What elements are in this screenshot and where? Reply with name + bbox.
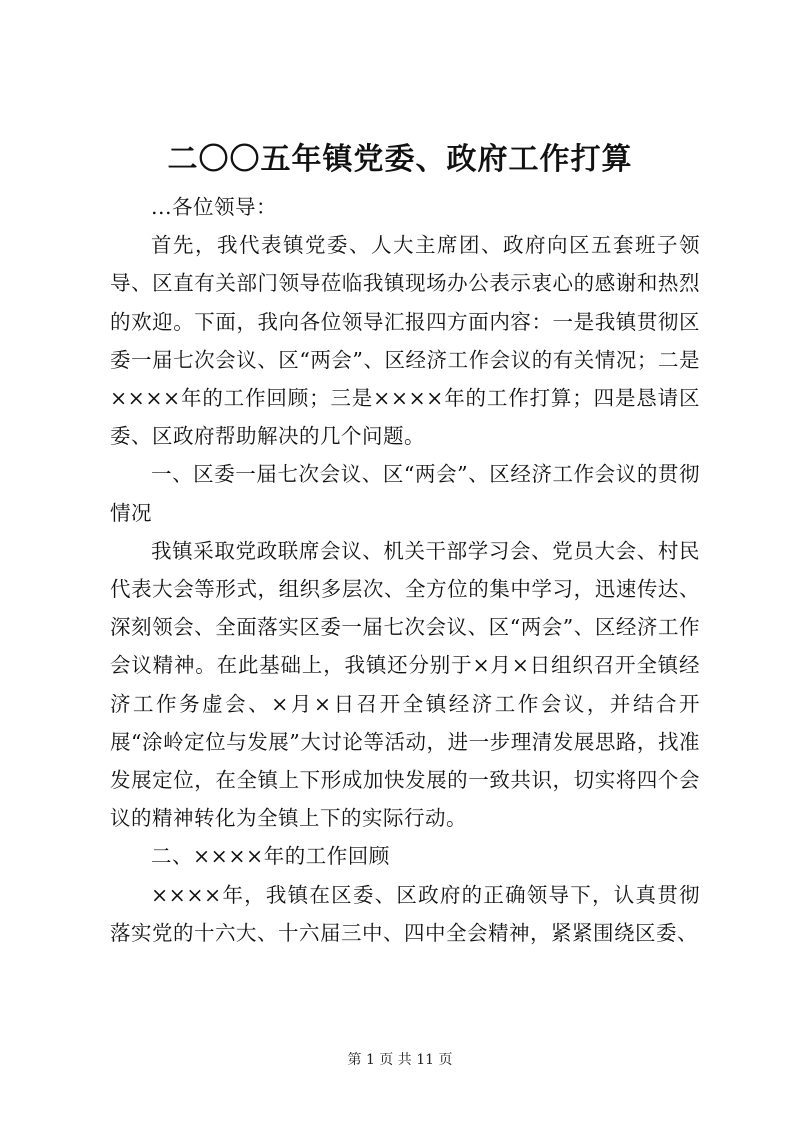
section-heading-1: 一、区委一届七次会议、区“两会”、区经济工作会议的贯彻情况 bbox=[110, 462, 700, 525]
salutation-paragraph: ...各位领导： bbox=[151, 195, 278, 219]
section-2-paragraph: ××××年，我镇在区委、区政府的正确领导下，认真贯彻落实党的十六大、十六届三中、四中全会精神，紧紧围绕区委、 bbox=[110, 882, 700, 945]
page-footer: 第 1 页 共 11 页 bbox=[347, 1052, 453, 1068]
intro-paragraph: 首先，我代表镇党委、人大主席团、政府向区五套班子领导、区直有关部门领导莅临我镇现场办公表示衷心的感谢和热烈的欢迎。下面，我向各位领导汇报四方面内容：一是我镇贯彻区委一届七次会议、区“两会”、区经济工作会议的有关情况；二是××××年的工作回顾；三是××××年的工作打算；四是恳请区委、区政府帮助解决的几个问题。 bbox=[110, 233, 700, 449]
section-1-paragraph: 我镇采取党政联席会议、机关干部学习会、党员大会、村民代表大会等形式，组织多层次、全方位的集中学习，迅速传达、深刻领会、全面落实区委一届七次会议、区“两会”、区经济工作会议精神。在此基础上，我镇还分别于×月×日组织召开全镇经济工作务虚会、×月×日召开全镇经济工作会议，并结合开展“涂岭定位与发展”大讨论等活动，进一步理清发展思路，找准发展定位，在全镇上下形成加快发展的一致共识，切实将四个会议的精神转化为全镇上下的实际行动。 bbox=[110, 538, 700, 831]
document-body bbox=[110, 188, 700, 952]
document-title: 二〇〇五年镇党委、政府工作打算 bbox=[167, 142, 633, 177]
section-heading-2: 二、××××年的工作回顾 bbox=[151, 844, 390, 869]
